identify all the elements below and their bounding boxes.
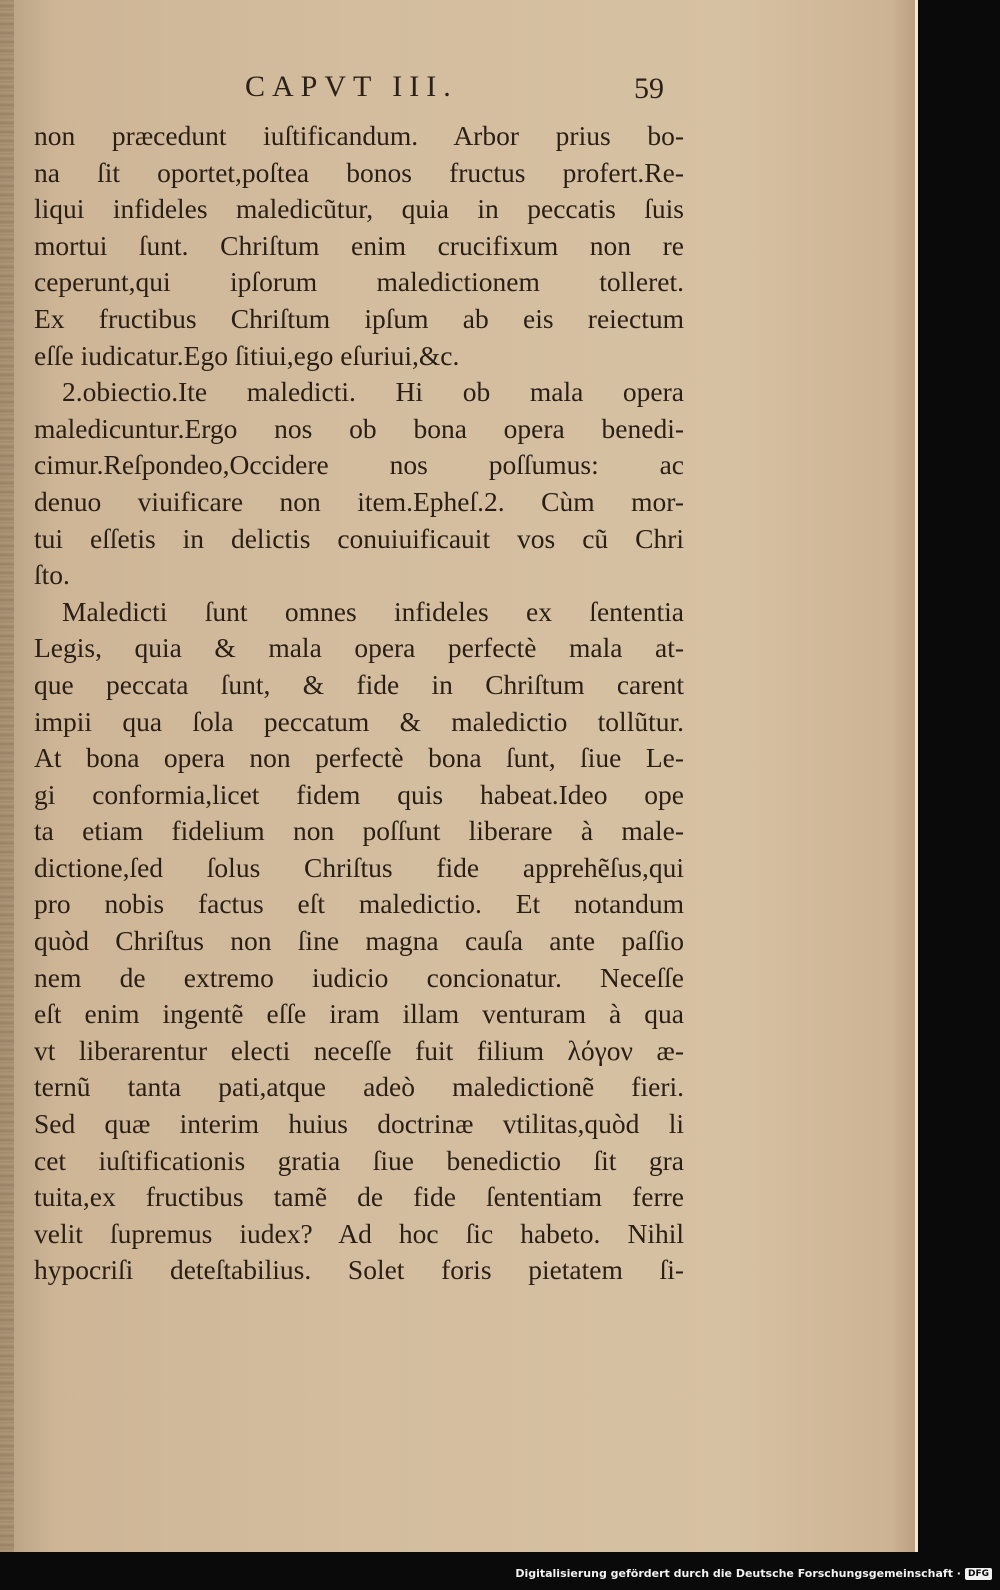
text-line: nem de extremo iudicio concionatur. Neceſſe [34,961,684,993]
text-line: eſt enim ingentẽ eſſe iram illam venturam à qua [34,998,684,1030]
text-line: maledicuntur.Ergo nos ob bona opera benedi- [34,412,684,444]
text-line: At bona opera non perfectè bona ſunt, ſiue Le- [34,742,684,774]
text-line: hypocriſi deteſtabilius. Solet foris pietatem ſi- [34,1254,684,1286]
text-line: ſto. [34,559,70,591]
text-line: ternũ tanta pati,atque adeò maledictionẽ fieri. [34,1071,684,1103]
text-line: velit ſupremus iudex? Ad hoc ſic habeto. Nihil [34,1217,684,1249]
text-line: mortui ſunt. Chriſtum enim crucifixum non re [34,229,684,261]
text-line: tuita,ex fructibus tamẽ de fide ſententiam ferre [34,1181,684,1213]
body-text [34,118,684,1289]
text-line: pro nobis factus eſt maledictio. Et notandum [34,888,684,920]
text-line: gi conformia,licet fidem quis habeat.Ideo ope [34,778,684,810]
page-number: 59 [634,72,664,105]
text-line: ta etiam fidelium non poſſunt liberare à male- [34,815,684,847]
funding-note: Digitalisierung gefördert durch die Deutsche Forschungsgemeinschaft · [515,1567,961,1580]
text-line: vt liberarentur electi neceſſe fuit filium λόγον æ- [34,1034,684,1066]
text-line: 2.obiectio.Ite maledicti. Hi ob mala opera [62,376,684,408]
text-line: Ex fructibus Chriſtum ipſum ab eis reiectum [34,302,684,334]
text-line: impii qua ſola peccatum & maledictio tollũtur. [34,705,684,737]
running-head: CAPVT III. [245,70,458,103]
text-line: Sed quæ interim huius doctrinæ vtilitas,quòd li [34,1108,684,1140]
text-line: cimur.Reſpondeo,Occidere nos poſſumus: ac [34,449,684,481]
text-line: tui eſſetis in delictis conuiuificauit vos cũ Chri [34,522,684,554]
dfg-logo: DFG [965,1568,992,1580]
text-line: cet iuſtificationis gratia ſiue benedictio ſit gra [34,1144,684,1176]
text-line: Legis, quia & mala opera perfectè mala at- [34,632,684,664]
text-line: na ſit oportet,poſtea bonos fructus profert.Re- [34,156,684,188]
text-line: eſſe iudicatur.Ego ſitiui,ego eſuriui,&c. [34,339,460,371]
text-line: que peccata ſunt, & fide in Chriſtum carent [34,668,684,700]
text-line: denuo viuificare non item.Epheſ.2. Cùm mor- [34,485,684,517]
text-line: liqui infideles maledicũtur, quia in peccatis ſuis [34,193,684,225]
text-line: quòd Chriſtus non ſine magna cauſa ante paſſio [34,925,684,957]
text-line: dictione,ſed ſolus Chriſtus fide apprehẽſus,qui [34,851,684,883]
text-line: ceperunt,qui ipſorum maledictionem tolleret. [34,266,684,298]
text-line: Maledicti ſunt omnes infideles ex ſententia [62,595,684,627]
page-header [0,70,918,110]
text-line: non præcedunt iuſtificandum. Arbor prius bo- [34,120,684,151]
digitization-footer [515,1567,992,1580]
